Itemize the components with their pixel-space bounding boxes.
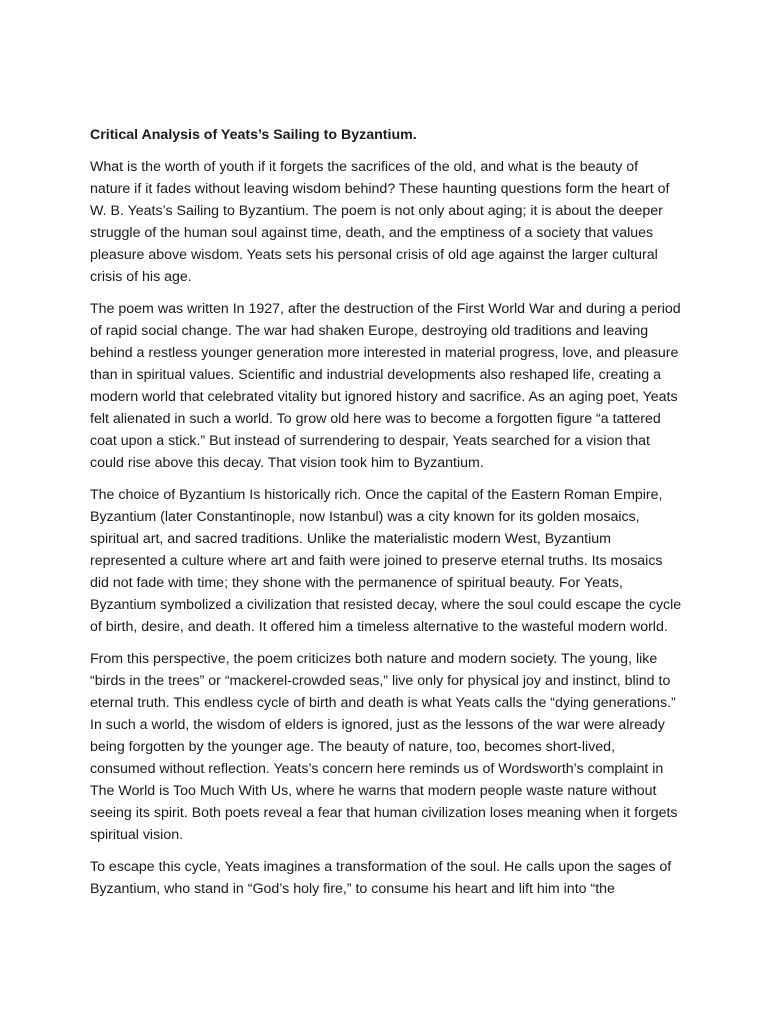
paragraph-intro: What is the worth of youth if it forgets the sacrifices of the old, and what is the beauty of nature if it fades without leaving wisdom behind? These haunting questions form the heart of W. B. Yeats’s Sailing to Byzantium. The poem is not only about aging; it is about the deeper struggle of the human soul against time, death, and the emptiness of a society that values pleasure above wisdom. Yeats sets his personal crisis of old age against the larger cultural crisis of his age. — [90, 159, 670, 285]
paragraph-transformation: To escape this cycle, Yeats imagines a transformation of the soul. He calls upon the sages of Byzantium, who stand in “God’s holy fire,” to consume his heart and lift him into “the — [90, 859, 672, 897]
paragraph-criticism: From this perspective, the poem criticizes both nature and modern society. The young, like “birds in the trees” or “mackerel-crowded seas,” live only for physical joy and instinct, blind to eternal truth. This endless cycle of birth and death is what Yeats calls the “dying generations.” In such a world, the wisdom of elders is ignored, just as the lessons of the war were already being forgotten by the younger age. The beauty of nature, too, becomes short-lived, consumed without reflection. Yeats’s concern here reminds us of Wordsworth’s complaint in The World is Too Much With Us, where he warns that modern people waste nature without seeing its spirit. Both poets reveal a fear that human civilization loses meaning when it forgets spiritual vision. — [90, 651, 678, 843]
paragraph-byzantium-choice: The choice of Byzantium Is historically rich. Once the capital of the Eastern Roman Empire, Byzantium (later Constantinople, now Istanbul) was a city known for its golden mosaics, spiritual art, and sacred traditions. Unlike the materialistic modern West, Byzantium represented a culture where art and faith were joined to preserve eternal truths. Its mosaics did not fade with time; they shone with the permanence of spiritual beauty. For Yeats, Byzantium symbolized a civilization that resisted decay, where the soul could escape the cycle of birth, desire, and death. It offered him a timeless alternative to the wasteful modern world. — [90, 487, 682, 635]
document-body — [90, 124, 682, 910]
document-title: Critical Analysis of Yeats’s Sailing to Byzantium. — [90, 127, 417, 143]
paragraph-historical-context: The poem was written In 1927, after the destruction of the First World War and during a period of rapid social change. The war had shaken Europe, destroying old traditions and leaving behind a restless younger generation more interested in material progress, love, and pleasure than in spiritual values. Scientific and industrial developments also reshaped life, creating a modern world that celebrated vitality but ignored history and sacrifice. As an aging poet, Yeats felt alienated in such a world. To grow old here was to become a forgotten figure “a tattered coat upon a stick.” But instead of surrendering to despair, Yeats searched for a vision that could rise above this decay. That vision took him to Byzantium. — [90, 301, 681, 471]
